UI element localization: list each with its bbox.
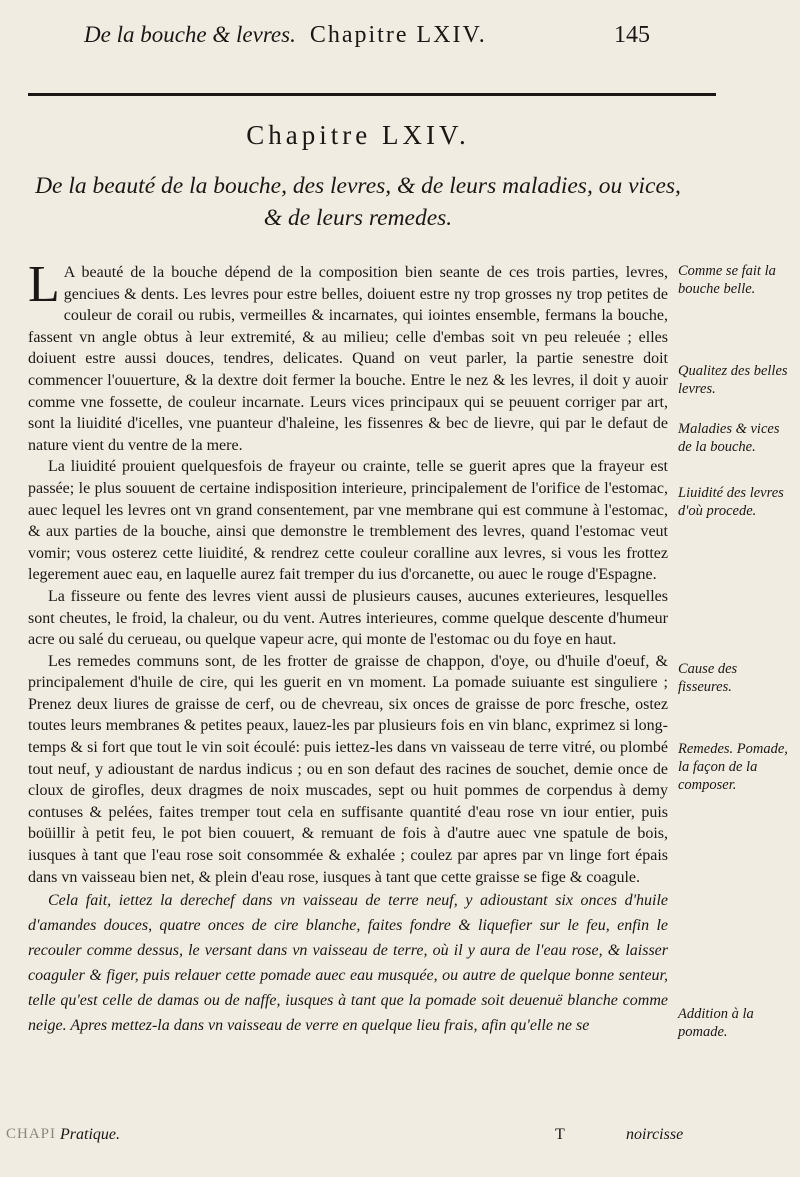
- margin-note-1: Comme se fait la bouche belle.: [678, 263, 776, 297]
- catchword-right: noircisse: [626, 1126, 684, 1143]
- paragraph-4: Les remedes communs sont, de les frotter de graisse de chappon, d'oye, ou d'huile d'oeuf, & principalement d'huile de cire, qui les guerit en vn moment. La pomade suiuante est singuliere ; Prenez deux liures de graisse de cerf, ou de chevreau, six onces de graisse de porc fresche, ostez toutes leurs membranes & petites peaux, lauez-les par plusieurs fois en vin blanc, exprimez si long-temps & si fort que tout le vin soit écoulé: puis iettez-les dans vn vaisseau de terre vitré, ou plombé tout neuf, y adioustant de nardus indicus ; ou en son defaut des racines de souchet, demie once de cloux de girofles, deux dragmes de noix muscades, sept ou huit pommes de corpendus à demy contuses & pelées, faites tremper tout cela en suffisante quantité d'eau rose vn iour entier, puis boüillir à petit feu, le pot bien couuert, & remuant de fois à d'autre auec vne spatule de bois, iusques à tant que l'eau rose soit consommée & exhalée ; coulez par apres par vn linge fort épais dans vn vaisseau bien net, & plein d'eau rose, iusques à tant que cette graisse se fige & coagule.: [28, 652, 668, 886]
- margin-note-2: Qualitez des belles levres.: [678, 363, 788, 397]
- chapter-heading: Chapitre LXIV.: [246, 120, 470, 150]
- signature-mark: T: [555, 1126, 565, 1143]
- chapter-title-line-2: & de leurs remedes.: [263, 205, 453, 231]
- margin-note-6: Remedes. Pomade, la façon de la composer.: [678, 741, 788, 793]
- running-head-title: De la bouche & levres.: [84, 22, 296, 47]
- catchword-left: Pratique.: [60, 1126, 120, 1143]
- page-number: 145: [614, 22, 650, 48]
- running-head: [84, 22, 650, 49]
- running-head-chapter: Chapitre LXIV.: [309, 22, 487, 48]
- header-rule: [28, 93, 716, 96]
- margin-note-4: Liuidité des levres d'où procede.: [678, 485, 784, 519]
- bleed-through-text: CHAPI: [6, 1126, 57, 1142]
- chapter-title-line-1: De la beauté de la bouche, des levres, & de leurs maladies, ou vices,: [35, 173, 681, 199]
- margin-note-3: Maladies & vices de la bouche.: [678, 421, 780, 455]
- paragraph-1-text: A beauté de la bouche dépend de la composition bien seante de ces trois parties, levres, genciues & dents. Les levres pour estre belles, doiuent estre ny trop grosses ny trop petites de couleur de corail ou rubis, vermeilles & incarnates, qui iointes ensemble, fermans la bouche, fassent vn angle obtus à leur extremité, & au milieu; celle d'embas soit vn peu releuée ; elles doiuent estre aussi douces, tendres, delicates. Quand on veut parler, la partie senestre doit commencer l'ouuerture, & la dextre doit fermer la bouche. Entre le nez & les levres, il doit y auoir comme vne fossette, de couleur incarnate. Leurs vices principaux qui se peuuent corriger par art, sont la liuidité d'icelles, vne puanteur d'haleine, les fissenres & bec de lievre, qui par le defaut de nature vient du ventre de la mere.: [28, 264, 668, 454]
- margin-note-7: Addition à la pomade.: [678, 1006, 754, 1040]
- paragraph-2: La liuidité prouient quelquesfois de frayeur ou crainte, telle se guerit apres que la frayeur est passée; le plus souuent de certaine indisposition interieure, principalement de l'orifice de l'estomac, auec lequel les levres ont vn grand consentement, par vne membrane qui est commune à l'estomac, & aux parties de la bouche, ainsi que demonstre le tremblement des levres, quand l'estomac veut vomir; vous osterez cette liuidité, & rendrez cette couleur coralline aux levres, si vous les frottez legerement auec eau, en laquelle aurez fait tremper du ius d'orcanette, ou auec le rouge d'Espagne.: [28, 458, 668, 584]
- paragraph-1: [28, 256, 668, 456]
- margin-note-5: Cause des fisseures.: [678, 661, 738, 695]
- chapter-title: [28, 170, 688, 234]
- drop-cap: L: [28, 256, 60, 313]
- body-text: [28, 256, 668, 1038]
- paragraph-3: La fisseure ou fente des levres vient aussi de plusieurs causes, aucunes exterieures, lesquelles sont cheutes, le froid, la chaleur, ou du vent. Autres interieures, comme quelque descente d'humeur acre ou salé du cerueau, ou quelque vapeur acre, qui monte de l'estomac ou du foye en haut.: [28, 587, 668, 649]
- paragraph-5: Cela fait, iettez la derechef dans vn vaisseau de terre neuf, y adioustant six onces d'huile d'amandes douces, quatre onces de cire blanche, faites fondre & liquefier sur le feu, enfin le recouler comme dessus, le versant dans vn vaisseau de terre, où il y aura de l'eau rose, & laisser coaguler & figer, puis relauer cette pomade auec eau musquée, ou autre de quelque bonne senteur, telle qu'est celle de damas ou de naffe, iusques à tant que la pomade soit deuenuë blanche comme neige. Apres mettez-la dans vn vaisseau de verre en quelque lieu frais, afin qu'elle ne se: [28, 892, 668, 1035]
